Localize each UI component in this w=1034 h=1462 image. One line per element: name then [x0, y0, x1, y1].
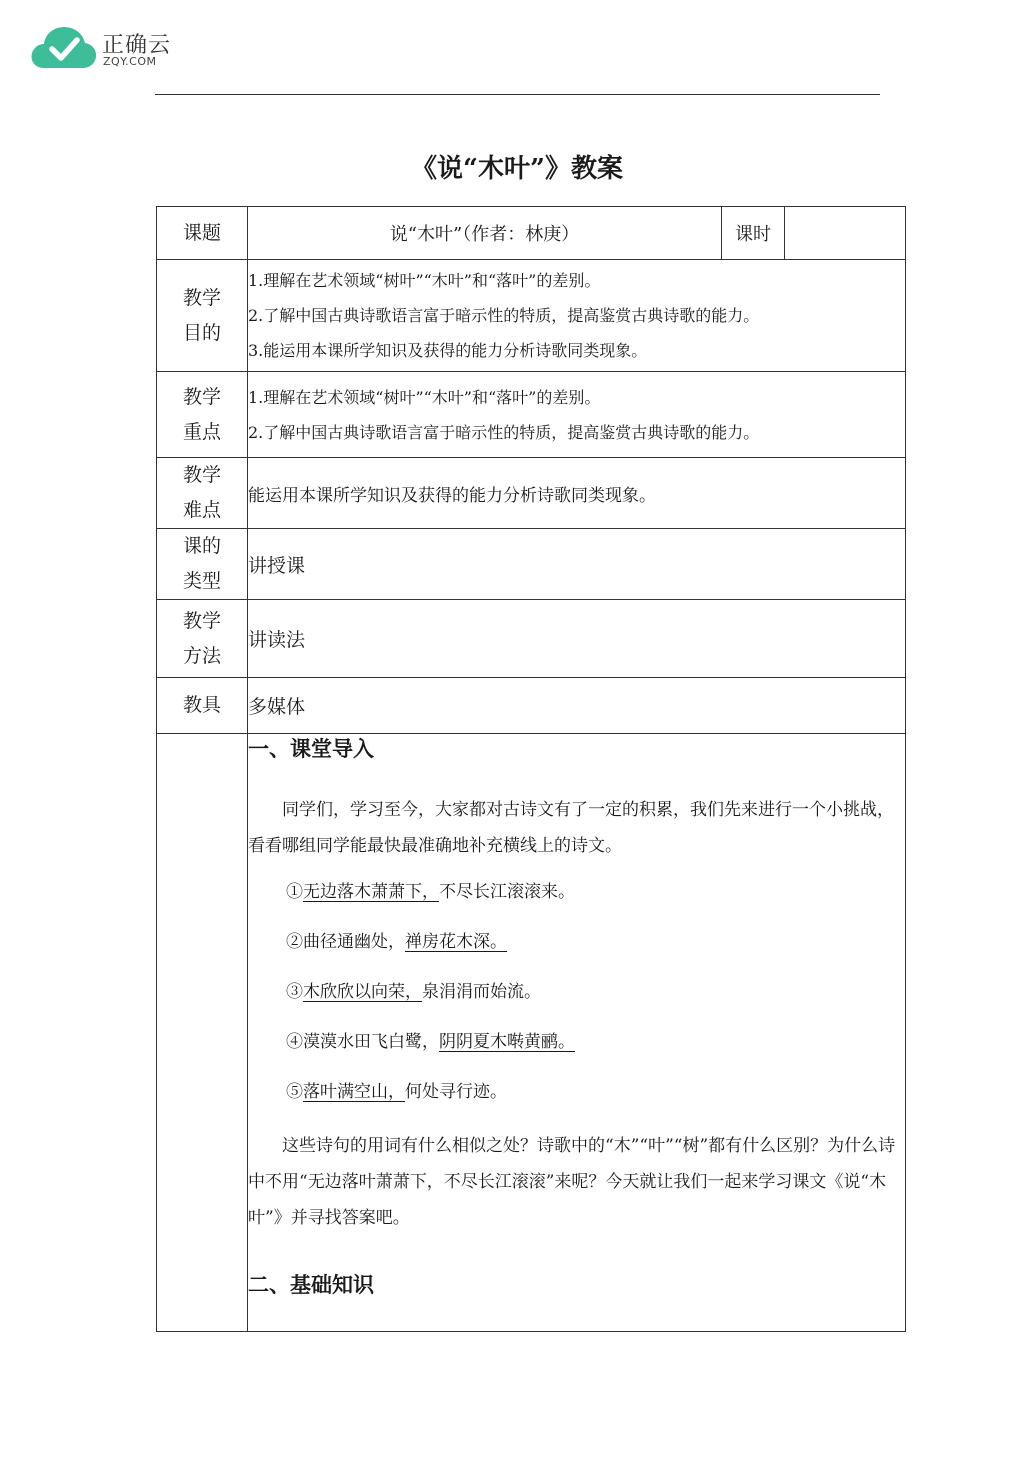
verse-second-half: 阴阴夏木啭黄鹂。	[439, 1032, 575, 1052]
goals-label	[157, 260, 248, 372]
goal-item: 3.能运用本课所学知识及获得的能力分析诗歌同类现象。	[248, 341, 648, 360]
difficulty-label-line2: 难点	[182, 499, 221, 521]
verse-first-half: 无边落木萧萧下，	[303, 882, 439, 902]
content-label	[157, 734, 248, 1332]
verse-second-half: 何处寻行迹。	[405, 1082, 507, 1102]
difficulty-label-line1: 教学	[182, 464, 221, 486]
verse-first-half: 落叶满空山，	[303, 1082, 405, 1102]
goals-label-line2: 目的	[182, 321, 221, 344]
verse-number: ④	[286, 1032, 303, 1052]
row-content	[157, 734, 906, 1332]
verse-second-half: 泉涓涓而始流。	[422, 982, 541, 1002]
method-label-line1: 教学	[182, 609, 221, 632]
row-topic	[157, 207, 906, 260]
verse-number: ②	[286, 932, 303, 952]
cloud-check-icon	[30, 22, 98, 72]
topic-value: 说“木叶”（作者：林庚）	[248, 207, 722, 260]
goals-label-line1: 教学	[182, 286, 221, 309]
verse-number: ⑤	[286, 1082, 303, 1102]
lesson-type-value: 讲授课	[248, 529, 906, 600]
document-title: 《说“木叶”》教案	[411, 154, 623, 184]
focus-label-line1: 教学	[182, 385, 221, 408]
focus-item: 1.理解在艺术领域“树叶”“木叶”和“落叶”的差别。	[248, 387, 601, 407]
method-value: 讲读法	[248, 600, 906, 678]
focus-label-line2: 重点	[182, 420, 221, 443]
row-focus	[157, 372, 906, 458]
section-title-basics: 二、基础知识	[248, 1273, 374, 1297]
verse-number: ①	[286, 882, 303, 902]
hours-label: 课时	[722, 207, 785, 260]
brand-domain: ZQY.COM	[103, 55, 157, 68]
method-label	[157, 600, 248, 678]
question-paragraph: 这些诗句的用词有什么相似之处？诗歌中的“木”“叶”“树”都有什么区别？为什么诗中不用“无边落叶萧萧下，不尽长江滚滚”来呢？今天就让我们一起来学习课文《说“木叶”》并寻找答案吧。	[248, 1136, 896, 1228]
verse-line	[248, 978, 905, 1006]
verse-first-half: 漠漠水田飞白鹭，	[303, 1032, 439, 1052]
verse-number: ③	[286, 982, 303, 1002]
goal-item: 1.理解在艺术领域“树叶”“木叶”和“落叶”的差别。	[248, 271, 601, 290]
header-divider	[155, 94, 880, 95]
goal-item: 2.了解中国古典诗歌语言富于暗示性的特质，提高鉴赏古典诗歌的能力。	[248, 306, 760, 325]
intro-paragraph: 同学们，学习至今，大家都对古诗文有了一定的积累，我们先来进行一个小挑战，看看哪组同学能最快最准确地补充横线上的诗文。	[248, 800, 894, 856]
verse-first-half: 曲径通幽处，	[303, 932, 405, 952]
lesson-type-label-line2: 类型	[182, 570, 221, 592]
section-title-intro: 一、课堂导入	[248, 737, 374, 761]
tools-label: 教具	[157, 678, 248, 734]
brand-logo	[30, 22, 180, 74]
focus-label	[157, 372, 248, 458]
method-label-line2: 方法	[182, 644, 221, 667]
tools-value: 多媒体	[248, 678, 906, 734]
lesson-type-label	[157, 529, 248, 600]
topic-label: 课题	[157, 207, 248, 260]
hours-value	[785, 207, 906, 260]
lesson-type-label-line1: 课的	[182, 535, 221, 557]
verse-line	[248, 928, 905, 956]
verse-second-half: 禅房花木深。	[405, 932, 507, 952]
verse-line	[248, 1028, 905, 1056]
goals-value	[248, 260, 906, 372]
row-lesson-type	[157, 529, 906, 600]
focus-value	[248, 372, 906, 458]
row-method	[157, 600, 906, 678]
brand-name: 正确云	[102, 33, 172, 58]
verse-second-half: 不尽长江滚滚来。	[439, 882, 575, 902]
difficulty-label	[157, 458, 248, 529]
verse-line	[248, 878, 905, 906]
content-body	[248, 734, 906, 1332]
row-goals	[157, 260, 906, 372]
row-tools	[157, 678, 906, 734]
focus-item: 2.了解中国古典诗歌语言富于暗示性的特质，提高鉴赏古典诗歌的能力。	[248, 422, 760, 442]
row-difficulty	[157, 458, 906, 529]
verse-line	[248, 1078, 905, 1106]
verse-list	[248, 878, 905, 1106]
lesson-plan-table	[156, 206, 906, 1332]
difficulty-value: 能运用本课所学知识及获得的能力分析诗歌同类现象。	[248, 458, 906, 529]
verse-first-half: 木欣欣以向荣，	[303, 982, 422, 1002]
